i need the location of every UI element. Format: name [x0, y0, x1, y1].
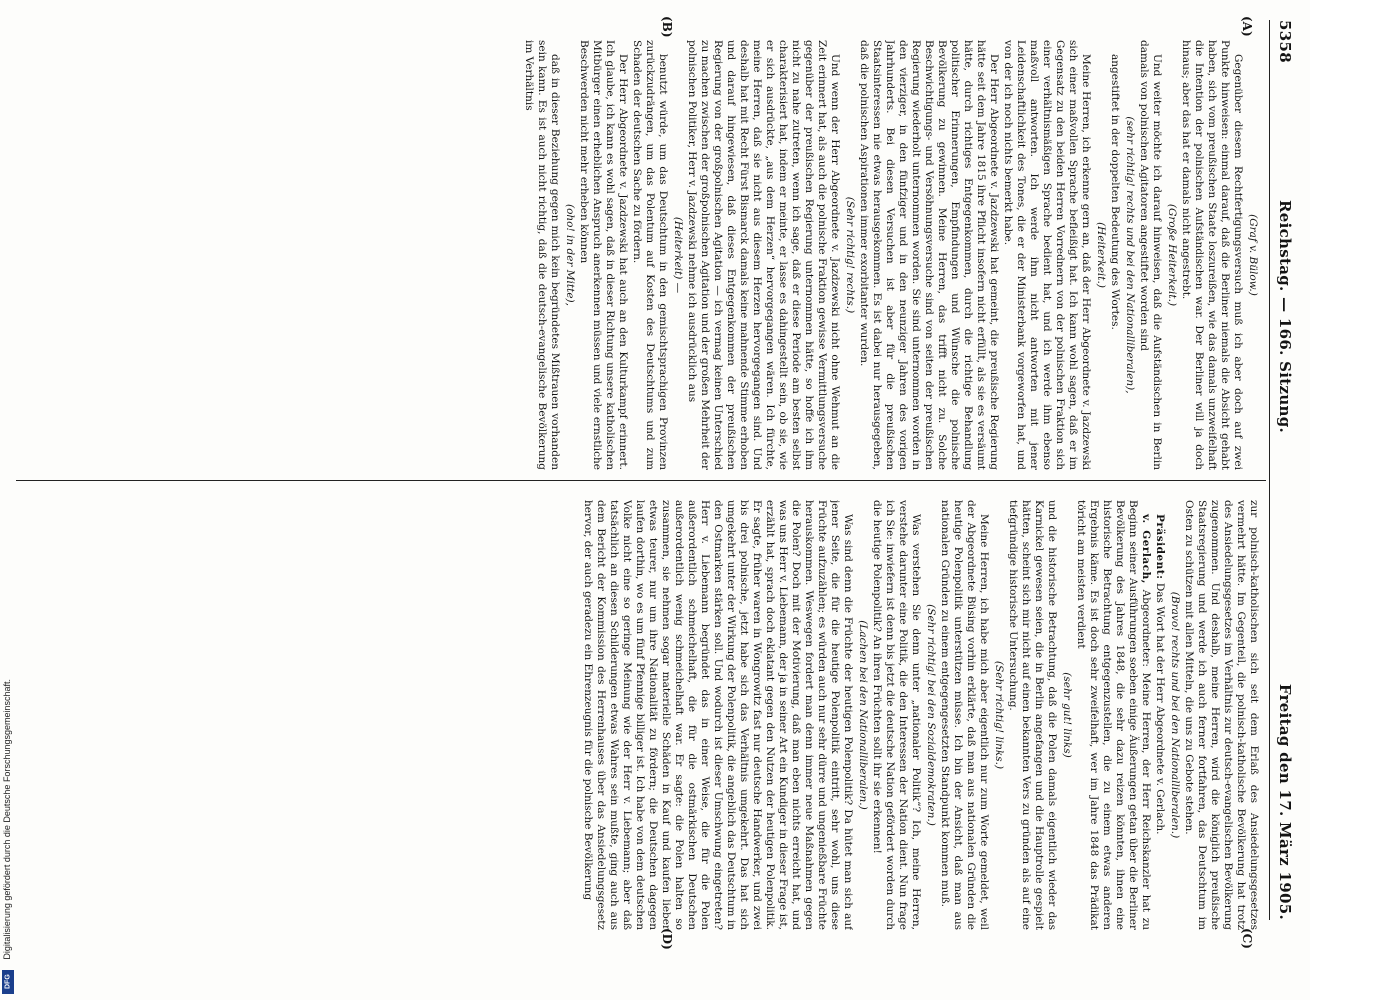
session-date: Freitag den 17. März 1905.	[1276, 683, 1294, 920]
body-paragraph: Der Herr Abgeordnete v. Jazdzewski hat auch an den Kulturkampf erinnert. Ich glaube, ich kann es wohl sagen, daß in dieser Richtung unsere katholischen Mitbürger einen erheblichen Anspruch anerkennen müssen und viele ernstliche Beschwerden nicht mehr erheben können	[578, 40, 629, 470]
body-paragraph: Der Herr Abgeordnete v. Jazdzewski hat gemeint, die preußische Regierung hätte seit dem Jahre 1815 ihre Pflicht insofern nicht erfüllt, als sie es versäumt hätte, durch richtiges Entgegenkommen, durch die richtige Behandlung politischer Erinnerungen, Empfindungen und Wünsche die polnische Bevölkerung zu gewinnen. Meine Herren, das trifft nicht zu. Solche Beschwichtigungs- und Versöhnungsversuche sind von seiten der preußischen Regierung wiederholt unternommen worden. Sie sind unternommen worden in den vierziger, in den fünfziger und in den neunziger Jahren des vorigen Jahrhunderts. Bei diesen Versuchen ist aber für die preußischen Staatsinteressen nie etwas herausgekommen. Es ist dabei nur herausgegeben, daß die polnischen Aspirationen immer exorbitanter wurden.	[858, 40, 1000, 470]
body-paragraph: benutzt würde, um das Deutschtum in den gemischtsprachigen Provinzen zurückzudrängen, um das Polentum auf Kosten des Deutschtums und zum Schaden der deutschen Sache zu fördern.	[631, 40, 669, 470]
speaker-paragraph	[1074, 500, 1152, 930]
margin-mark-b: (B)	[660, 16, 674, 38]
speaker-name: Präsident:	[1154, 514, 1166, 580]
stage-direction: (sehr richtig! rechts und bei den Nationalliberalen),	[1124, 116, 1136, 394]
body-paragraph: Was sind denn die Früchte der heutigen Polenpolitik? Da hütet man sich auf jener Seite, die für die heutige Polenpolitik eintritt, sehr wohl, uns diese Früchte aufzuzählen; es würden auch nur sehr dürre und ungenießbare Früchte herauskommen. Weswegen fordert man denn immer neue Maßnahmen gegen die Polen? Doch mit der Motivierung, daß man eben nichts erreicht hat, und was uns Herr v. Liebemann, der ja in seiner Art ein Kundiger in dieser Frage ist, erzählt hat, sprach doch eklatant gegen den Nutzen der heutigen Polenpolitik. Er sagte, früher waren in Wongrowitz fast nur deutsche Handwerker, und zwei bis drei polnische, jetzt habe sich das Verhältnis umgekehrt. Das hat sich umgekehrt unter der Wirkung der Polenpolitik, die angeblich das Deutschtum in den Ostmarken stärken soll. Und wodurch ist dieser Umschwung eingetreten? Herr v. Liebemann begründet das in einer Weise, die für die Polen außerordentlich schmeichelhaft, die für die ostmärkischen Deutschen außerordentlich wenig schmeichelhaft war. Er sagte: die Polen halten so zusammen, sie nehmen sogar materielle Schäden in Kauf und kaufen lieber etwas teurer, nur um ihre Nationalität zu fördern; die Deutschen dagegen laufen dorthin, wo es um fünf Pfennige billiger ist. Ich habe von dem deutschen Volke nicht eine so geringe Meinung wie der Herr v. Liebemann; aber daß tatsächlich an diesen Schilderungen etwas Wahres sein mußte, ging auch aus dem Bericht der Kommission des Herrenhauses über das Ansiedelungsgesetz hervor, der auch geradezu ein Ehrenzeugnis für die polnische Bevölkerung	[582, 500, 854, 930]
column-divider	[16, 480, 1266, 481]
running-head	[1270, 20, 1300, 920]
page-title: Reichstag. — 166. Sitzung.	[1276, 200, 1294, 434]
stage-direction: (Graf v. Bülow.)	[1247, 214, 1259, 296]
speech-text: Abgeordneter: Meine Herren, der Herr Reichskanzler hat zu Beginn seiner Ausführungen soeben einige Äußerungen getan über die Berliner Bevölkerung des Jahres 1848, die sehr dazu reizen könnten, ihnen eine historische Betrachtung entgegenzustellen, die zu einem etwas anderen Ergebnis käme. Es ist doch sehr zweifelhaft, wer im Jahre 1848 das Prädikat töricht am meisten verdient	[1075, 500, 1152, 930]
page-number: 5358	[1276, 20, 1294, 63]
stage-direction: (sehr gut! links)	[1061, 672, 1073, 758]
margin-mark-a: (A)	[1240, 16, 1254, 37]
body-paragraph: Und wenn der Herr Abgeordnete v. Jazdzewski nicht ohne Wehmut an die Zeit erinnert hat, als auch die polnische Fraktion gewisse Vermittlungsversuche gegenüber der preußischen Regierung unternommen hätte, so hoffe ich ihm nicht zu nahe zutreten, wenn ich sage, daß er diese Periode am besten selbst charakterisiert hat, indem er meinte, er lasse es dahingestellt sein, ob sie, wie er sich ausdrückte, „aus dem Herzen“ hervorgegangen wären. Ich fürchte, meine Herren, daß sie nicht aus diesem Herzen hervorgegangen sind. Und deshalb hat mit Recht Fürst Bismarck damals keine mahnende Stimme erhoben und darauf hingewiesen, daß dieses Entgegenkommen der preußischen Regierung von der großpolnischen Agitation — ich vermag keinen Unterschied zu machen zwischen der großpolnischen Agitation und der großen Mehrheit der polnischen Politiker, Herr v. Jazdzewski nehme ich ausdrücklich aus	[686, 40, 841, 470]
stage-direction: (Heiterkeit) —	[672, 216, 684, 294]
body-paragraph: Meine Herren, ich habe mich aber eigentlich nur zum Worte gemeldet, weil der Abgeordnete Büsing vorhin erklärte, daß man aus nationalen Gründen die heutige Polenpolitik unterstützen müsse. Ich bin der Ansicht, daß man aus nationalen Gründen zu einem entgegengesetzten Standpunkt kommen muß.	[939, 500, 990, 930]
body-paragraph: zur polnisch-katholischen sich seit dem Erlaß des Ansiedelungsgesetzes vermehrt hätte. Im Gegenteil, die polnisch-katholische Bevölkerung hat trotz des Ansiedelungsgesetzes im Verhältnis zur deutsch-evangelischen Bevölkerung zugenommen. Und deshalb, meine Herren, wird die königlich preußische Staatsregierung und werde ich auch ferner fortfahren, das Deutschtum im Osten zu schützen mit allen Mitteln, die uns zu Gebote stehen.	[1183, 500, 1260, 930]
stage-direction: (Sehr richtig! links.)	[993, 660, 1005, 770]
body-paragraph: Meine Herren, ich erkenne gern an, daß der Herr Abgeordnete v. Jazdzewski sich einer maßvollen Sprache befleißigt hat. Ich kann wohl sagen, daß er im Gegensatz zu den beiden Herren Vorrednern von der polnischen Fraktion sich einer verhältnismäßigen Sprache bedient hat, und ich werde ihm ebenso maßvoll antworten. Ich werde ihm nicht antworten mit jener Leidenschaftlichkeit des Tones, die er der Ministerbank vorgeworfen hat, und von der ich noch nichts bemerkt habe.	[1002, 40, 1092, 470]
speech-text: Das Wort hat der Herr Abgeordnete v. Gerlach.	[1154, 582, 1166, 835]
stage-direction: (Sehr richtig! rechts.)	[844, 196, 856, 314]
body-paragraph: Gegenüber diesem Rechtfertigungsversuch muß ich aber doch auf zwei Punkte hinweisen: einmal darauf, daß die Berliner niemals die Absicht gehabt haben, sich vom preußischen Staate loszureißen, wie das damals unzweifelhaft die Intention der polnischen Aufständischen war. Der Berliner will ja doch hinaus; aber das hat er damals nicht angestrebt.	[1180, 40, 1244, 470]
stage-direction: (Sehr richtig! bei den Sozialdemokraten.)	[925, 604, 937, 826]
margin-mark-d: (D)	[660, 928, 674, 950]
right-column	[30, 500, 1260, 930]
speaker-name: v. Gerlach,	[1140, 514, 1152, 584]
dfg-logo: DFG	[2, 970, 14, 994]
body-paragraph: Und weiter möchte ich darauf hinweisen, daß die Aufständischen in Berlin damals von polnischen Agitatoren angestiftet worden sind	[1138, 40, 1163, 470]
stage-direction: (Bravo! rechts und bei den Nationalliberalen.)	[1169, 591, 1181, 839]
left-column	[30, 40, 1260, 470]
funding-note: Digitalisierung gefördert durch die Deutsche Forschungsgemeinschaft.	[2, 679, 12, 960]
body-paragraph: daß in dieser Beziehung gegen mich kein begründetes Mißtrauen vorhanden sein kann. Es ist auch nicht richtig, daß die deutsch-evangelische Bevölkerung im Verhältnis	[523, 40, 561, 470]
stage-direction: (Lachen bei den Nationalliberalen.)	[857, 620, 869, 810]
body-paragraph: und die historische Betrachtung, daß die Polen damals eigentlich wieder das Karnickel gewesen seien, die in Berlin angefangen und die Hauptrolle gespielt hätten, scheint sich mir nicht auf einen bekannten Vers zu gründen als auf eine tiefgründige historische Untersuchung.	[1007, 500, 1058, 930]
body-paragraph: angestiftet in der doppelten Bedeutung des Wortes.	[1109, 54, 1121, 330]
stage-direction: (oho! in der Mitte),	[564, 203, 576, 306]
body-paragraph: Was verstehen Sie denn unter „nationaler Politik“? Ich, meine Herren, verstehe darunter eine Politik, die den Interessen der Nation dient. Nun frage ich Sie: inwiefern ist denn bis jetzt die deutsche Nation gefördert worden durch die heutige Polenpolitik? An ihren Früchten sollt ihr sie erkennen!	[871, 500, 922, 930]
header-rule	[1269, 20, 1270, 920]
stage-direction: (Heiterkeit.)	[1095, 222, 1107, 288]
stage-direction: (Große Heiterkeit.)	[1166, 203, 1178, 307]
speaker-paragraph	[1153, 500, 1166, 930]
margin-mark-c: (C)	[1240, 928, 1254, 949]
